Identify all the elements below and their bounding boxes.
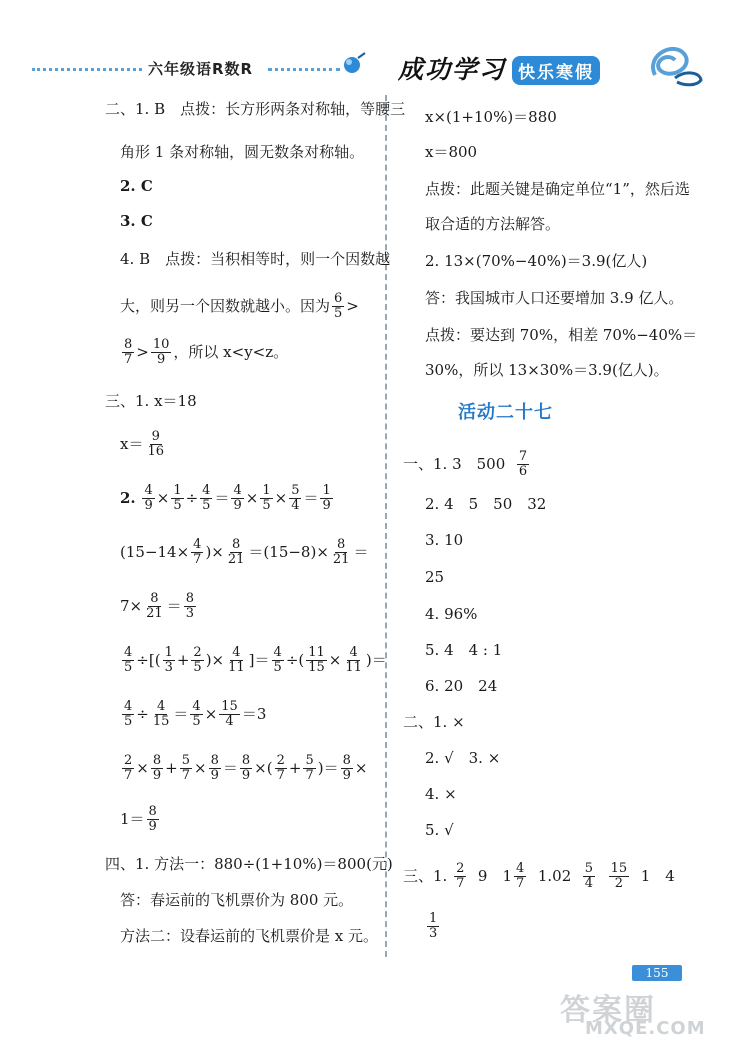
b-2: 2. √ 3. × (425, 749, 501, 767)
a-6: 6. 20 24 (425, 677, 498, 695)
b-5: 5. √ (425, 821, 454, 839)
s2-2: 2. C (120, 177, 153, 195)
s3-2-eq3: 7× $\frac{8}{21}$ ＝ $\frac{8}{3}$ (120, 591, 194, 621)
s3-2-eq7: 1＝ $\frac{8}{9}$ (120, 804, 157, 834)
a-2: 2. 4 5 50 32 (425, 495, 547, 513)
page-header (0, 0, 750, 95)
r-line-5: 答：我国城市人口还要增加 3.9 亿人。 (425, 289, 684, 307)
r-line-3b: 取合适的方法解答。 (425, 215, 561, 233)
s2-1-line-a: 二、1. B 点拨：长方形两条对称轴，等腰三 (105, 100, 406, 118)
watermark-url: MXQE.COM (585, 1018, 706, 1039)
s2-4-line-b: 大，则另一个因数就越小。因为 $\frac{6}{5}$ > (120, 291, 359, 321)
grade-label: 六年级语R数R (148, 60, 254, 78)
s2-1-line-b: 角形 1 条对称轴，圆无数条对称轴。 (120, 143, 365, 161)
s3-1-line-b: x＝ $\frac{9}{16}$ (120, 429, 165, 459)
header-dots-left (32, 68, 142, 75)
ribbon-logo-icon (645, 40, 705, 90)
r-line-3a: 点拨：此题关键是确定单位“1”，然后选 (425, 180, 690, 198)
page-number: 155 (632, 965, 682, 981)
r-line-2: x＝800 (425, 143, 478, 161)
b-4: 4. × (425, 785, 457, 803)
r-line-1: x×(1+10%)＝880 (425, 108, 557, 126)
s2-4-line-a: 4. B 点拨：当积相等时，则一个因数越 (120, 250, 391, 268)
s4-1: 四、1. 方法一：880÷(1+10%)＝800(元) (105, 855, 393, 873)
c-1-cont: $\frac{1}{3}$ (429, 911, 438, 941)
r-line-6a: 点拨：要达到 70%，相差 70%−40%＝ (425, 326, 698, 344)
a-4: 4. 96% (425, 605, 478, 623)
brand-title: 成功学习 (398, 55, 507, 84)
r-line-4: 2. 13×(70%−40%)＝3.9(亿人) (425, 252, 648, 270)
column-divider (385, 95, 387, 957)
fraction: $\frac{6}{5}$ (334, 291, 343, 321)
pen-icon (338, 52, 366, 78)
a-5: 5. 4 4 : 1 (425, 641, 503, 659)
s4-method2: 方法二：设春运前的飞机票价是 x 元。 (120, 927, 378, 945)
b-1: 二、1. × (403, 713, 465, 731)
a-3: 3. 10 (425, 531, 464, 549)
a-1: 一、1. 3 500 $\frac{7}{6}$ (403, 449, 528, 479)
header-dots-right (268, 68, 340, 75)
s4-answer: 答：春运前的飞机票价为 800 元。 (120, 891, 354, 909)
s2-4-line-c: $\frac{8}{7}$ > $\frac{10}{9}$ ，所以 x<y<z。 (124, 337, 289, 367)
brand-subtitle: 快乐寒假 (512, 56, 600, 85)
s3-2-eq6: $\frac{2}{7}$ × $\frac{8}{9}$ + $\frac{5}{7}$ × $\frac{8}{9}$ ＝ $\frac{8}{9}$ ×( $\frac{2}{7}$ + $\frac{5}{7}$ )＝ $\frac{8}{9}$ × (124, 753, 368, 783)
s2-3: 3. C (120, 212, 153, 230)
s3-2-eq1: 2. $\frac{4}{9}$ × $\frac{1}{5}$ ÷ $\frac{4}{5}$ ＝ $\frac{4}{9}$ × $\frac{1}{5}$ × $\frac{5}{4}$ ＝ $\frac{1}{9}$ (120, 483, 331, 513)
c-1: 三、1. $\frac{2}{7}$ 9 1 $\frac{4}{7}$ 1.02 $\frac{5}{4}$ $\frac{15}{2}$ 1 4 (403, 861, 675, 891)
s3-2-eq4: $\frac{4}{5}$ ÷[( $\frac{1}{3}$ + $\frac{2}{5}$ )× $\frac{4}{11}$ ]＝ $\frac{4}{5}$ ÷( $\frac{11}{15}$ × $\frac{4}{11}$ )＝ (124, 645, 387, 675)
s3-2-eq5: $\frac{4}{5}$ ÷ $\frac{4}{15}$ ＝ $\frac{4}{5}$ × $\frac{15}{4}$ ＝3 (124, 699, 267, 729)
r-line-6b: 30%，所以 13×30%＝3.9(亿人)。 (425, 361, 669, 379)
s3-1-line-a: 三、1. x＝18 (105, 392, 197, 410)
watermark: 答案圈 (560, 993, 656, 1028)
a-3b: 25 (425, 568, 445, 586)
s3-2-eq2: (15−14× $\frac{4}{7}$ )× $\frac{8}{21}$ ＝(15−8)× $\frac{8}{21}$ ＝ (120, 537, 369, 567)
activity-title: 活动二十七 (458, 402, 553, 423)
